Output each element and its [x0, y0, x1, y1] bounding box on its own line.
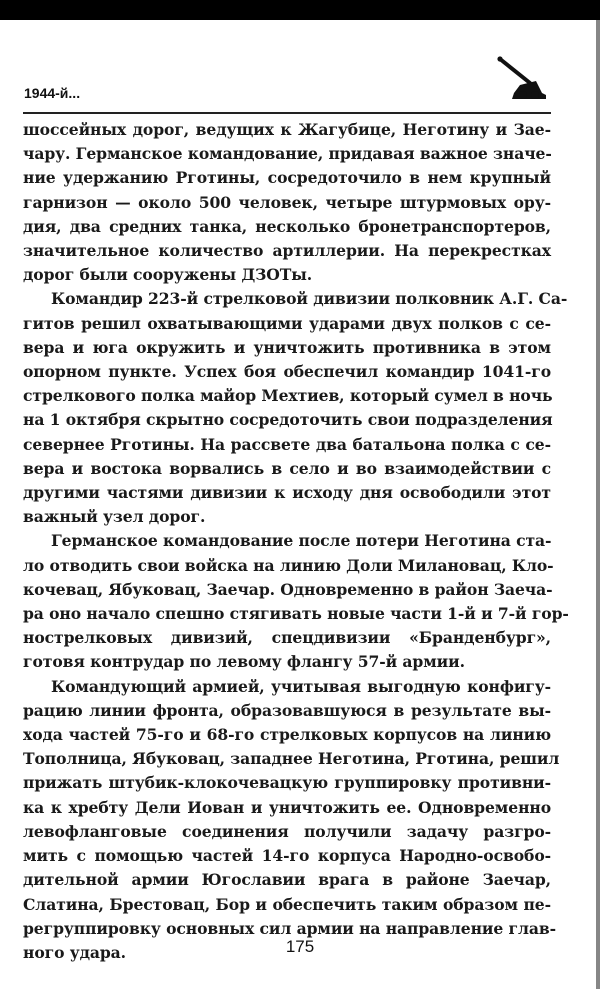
page-number: 175	[285, 937, 315, 956]
text-line: мить с помощью частей 14-го корпуса Народно-освобо-	[23, 846, 551, 866]
text-line: ло отводить свои войска на линию Доли Милановац, Кло-	[23, 555, 554, 575]
text-line: стрелкового полка майор Мехтиев, который сумел в ночь	[23, 386, 553, 406]
text-line: гарнизон — около 500 человек, четыре штурмовых ору-	[23, 192, 551, 212]
paragraph	[23, 287, 568, 529]
scan-right-edge	[596, 20, 600, 989]
text-line: гитов решил охватывающими ударами двух полков с се-	[23, 313, 551, 333]
page-body	[23, 118, 569, 965]
text-line: Командующий армией, учитывая выгодную конфигу-	[51, 676, 551, 696]
text-line: левофланговые соединения получили задачу разгро-	[23, 821, 551, 841]
text-line: кочевац, Ябуковац, Заечар. Одновременно в район Заеча-	[23, 579, 553, 599]
text-line: Командир 223-й стрелковой дивизии полковник А.Г. Са-	[51, 289, 568, 309]
text-line: нострелковых дивизий, спецдивизии «Бранденбург»,	[23, 628, 551, 648]
text-line: ние удержанию Рготины, сосредоточило в нем крупный	[23, 168, 551, 188]
text-line: рацию линии фронта, образовавшуюся в результате вы-	[23, 700, 551, 720]
text-line: хода частей 75-го и 68-го стрелковых корпусов на линию	[23, 725, 551, 745]
scan-top-border	[0, 0, 600, 20]
text-line: ра оно начало спешно стягивать новые части 1-й и 7-й гор-	[23, 604, 569, 624]
text-line: шоссейных дорог, ведущих к Жагубице, Неготину и Зае-	[23, 120, 551, 139]
paragraph	[23, 675, 560, 965]
text-line: ка к хребту Дели Иован и уничтожить ее. Одновременно	[23, 797, 551, 817]
text-line: регруппировку основных сил армии на направление глав-	[23, 918, 557, 938]
text-line: значительное количество артиллерии. На перекрестках	[23, 241, 551, 261]
paragraph	[23, 529, 569, 674]
text-line: вера и востока ворвались в село и во взаимодействии с	[23, 458, 551, 478]
cannon-icon	[490, 55, 552, 101]
text-line: дительной армии Югославии врага в районе Заечар,	[23, 870, 551, 890]
text-line: Слатина, Брестовац, Бор и обеспечить таким образом пе-	[23, 894, 551, 914]
text-line: важный узел дорог.	[23, 507, 206, 527]
text-line: севернее Рготины. На рассвете два батальона полка с се-	[23, 434, 551, 454]
text-line: Тополница, Ябуковац, западнее Неготина, Рготина, решил	[23, 749, 560, 769]
text-line: дорог были сооружены ДЗОТы.	[23, 265, 313, 285]
paragraph	[23, 118, 551, 287]
text-line: чару. Германское командование, придавая важное значе-	[23, 144, 552, 164]
header-rule	[23, 112, 551, 114]
text-line: вера и юга окружить и уничтожить противника в этом	[23, 337, 551, 357]
text-line: опорном пункте. Успех боя обеспечил командир 1041-го	[23, 362, 551, 382]
text-line: прижать штубик-клокочевацкую группировку противни-	[23, 773, 551, 793]
text-line: другими частями дивизии к исходу дня освободили этот	[23, 483, 551, 503]
running-title: 1944-й...	[24, 85, 81, 101]
text-line: на 1 октября скрытно сосредоточить свои подразделения	[23, 410, 553, 430]
text-line: готовя контрудар по левому флангу 57-й армии.	[23, 652, 465, 672]
text-line: Германское командование после потери Неготина ста-	[51, 531, 552, 551]
text-line: дия, два средних танка, несколько бронетранспортеров,	[23, 216, 551, 236]
text-line: ного удара.	[23, 942, 127, 962]
